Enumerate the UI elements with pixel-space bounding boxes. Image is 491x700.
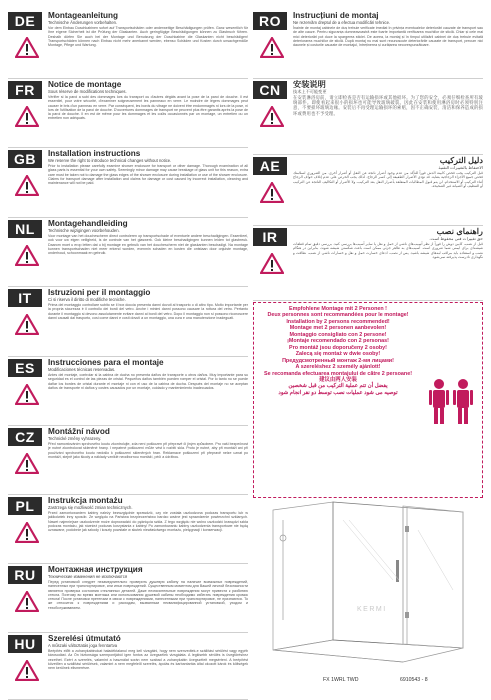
- recommendation-line: 建议由两人安装: [319, 376, 357, 383]
- recommendation-line: يفضل أن تتم عملية التركيب من قبل شخصين: [288, 383, 388, 390]
- section-title: Instrucciones para el montaje: [48, 358, 164, 367]
- section-es: [8, 357, 248, 426]
- warning-triangle-icon: [15, 314, 39, 335]
- language-code-badge: RU: [8, 566, 42, 584]
- language-code-badge: FR: [8, 81, 42, 99]
- section-ir: [253, 226, 483, 301]
- section-text: Beépítés előtt a zuhanykabinokat haladéktalanul meg kell vizsgálni, hogy nem szenvedtek-e szállítási sérülést vagy egyéb károsodást. Az Ön biztonsága szempontjából igen fontos az üvegszélek vizsgálata. A legkisebb sérülés is üvegtöréshez vezethet. Ezért a szerelés, valamint a használat során nem szabad a zuhanykabin üvegszéleit megsérteni. A beépítést követően a szállítási sérülések, valamint a nem megfelelő szerelés, ápolás és karbantartás által okozott károk és költségek nem kerülnek elismerésre.: [48, 649, 248, 670]
- section-subtitle: Sous réserve de modifications techniques.: [48, 89, 127, 94]
- section-title: Szerelési útmutató: [48, 634, 121, 643]
- section-gb: [8, 148, 248, 218]
- language-code-badge: IT: [8, 289, 42, 307]
- section-body: [48, 149, 248, 216]
- left-column: [8, 10, 248, 700]
- section-ro: [253, 10, 483, 79]
- section-subtitle: 技术上不可能变更: [293, 89, 327, 94]
- section-body: [48, 565, 248, 631]
- section-title: دليل التركيب: [439, 156, 483, 165]
- section-subtitle: Ci si riserva il diritto di modifiche tecniche.: [48, 297, 126, 302]
- language-code-badge: NL: [8, 220, 42, 238]
- section-body: [48, 496, 248, 562]
- warning-triangle-icon: [15, 245, 39, 266]
- section-ae: [253, 155, 483, 226]
- product-code: FX 1WRL TWD: [323, 677, 359, 683]
- recommendation-line: Zalecą się montaż w dwie osoby!: [295, 351, 381, 358]
- warning-triangle-icon: [260, 253, 284, 274]
- warning-triangle-icon: [15, 37, 39, 58]
- section-text: Перед установкой следует незамедлительно проверить душевую кабину на наличие возможных повреждений, нанесенных при транспортировке, или иных повреждений. Существенным моментом для Вашей личной безопасности является проверка состояния стеклянных деталей. Даже незначительные повреждения могут привести к разбитию стекла. Поэтому во время монтажа или использования душевой кабины необходимо избегать повреждения кромок стекла! После установки претензии в связи с повреждениями, нанесенными при транспортировке, не признаются. То же относится к повреждениям и расходам, вызванным неквалифицированной установкой, уходом и техобслуживанием.: [48, 580, 248, 610]
- warning-triangle-icon: [260, 106, 284, 127]
- section-title: Montagehandleiding: [48, 219, 128, 228]
- section-subtitle: Modificaciones técnicas reservadas.: [48, 367, 116, 372]
- section-text: Před namontováním sprchového koutu zkontrolujte, zda není poškozen při přepravě či jiným způsobem. Pro vaši bezpečnost je nutné zkontrolovat skleněné hrany. I nepatrné poškození může vést k rozbití skla. Proto je nutné, aby při montáži ani při používání sprchového koutu nedošlo k poškození skleněných hran. Reklamace poškození při přepravě nelze uznat po montáži, stejně jako škody a náklady vzniklé neodbornou montáží, péčí a údržbou.: [48, 442, 248, 459]
- recommendation-lines: [258, 306, 418, 396]
- section-subtitle: Technische wijzigingen voorbehouden.: [48, 228, 120, 233]
- section-subtitle: Технические изменения не исключаются: [48, 574, 128, 579]
- section-body: [48, 358, 248, 424]
- section-title: 安装说明: [293, 80, 326, 89]
- recommendation-line: ¡Montaje recomendado con 2 personas!: [287, 338, 389, 345]
- section-body: [293, 156, 483, 224]
- language-code-badge: PL: [8, 497, 42, 515]
- section-text: 在安装淋浴房前，请立即检查是否有运输损坏或其他损坏。为了您的安全，必须仔细检查所有玻璃部件。即使看起来很小的损坏也可能导致玻璃破裂。因此在安装和使用淋浴房时必须特别注意，不要损坏玻璃边缘。安装后不再受理运输损坏的索赔，因不正确安装、清洁和保养造成的损坏或费用也不予受理。: [293, 95, 483, 116]
- section-body: [293, 80, 483, 153]
- warning-triangle-icon: [260, 37, 284, 58]
- section-subtitle: Zastrzega się możliwość zmian technicznych.: [48, 505, 133, 510]
- section-pl: [8, 495, 248, 564]
- recommendation-line: Pro montáž jsou doporučeny 2 osoby!: [289, 344, 387, 351]
- warning-triangle-icon: [260, 182, 284, 203]
- section-text: Înainte de montaj cabinele de duș trebuie verificate imediat în privința eventualelor deteriorări cauzate de transport sau de alte cauze. Pentru siguranța dumneavoastră este foarte importantă verificarea muchiilor de sticlă. Chiar și cele mai mici deteriorări pot duce la spargerea sticlei. De aceea, la montaj și în timpul utilizării cabinei de duș trebuie evitată deteriorarea muchiilor de sticlă. După montaj nu mai sunt recunoscute deteriorările cauzate de transport, precum nici daunele și costurile cauzate de montajul, întreținerea și curățarea necorespunzătoare.: [293, 26, 483, 47]
- warning-triangle-icon: [15, 591, 39, 612]
- section-body: [48, 219, 248, 285]
- section-title: راهنمای نصب: [436, 227, 483, 236]
- language-code-badge: CZ: [8, 428, 42, 446]
- section-fr: [8, 79, 248, 148]
- section-text: قبل از نصب، کابین دوش را فوراً از نظر آسیب‌های ناشی از حمل و نقل یا سایر آسیب‌ها بررسی کنید. بررسی دقیق تمام قطعات شیشه‌ای برای ایمنی شما ضروری است. آسیب‌های به ظاهر جزئی ممکن است باعث شکستن شیشه شوند، بنابراین در هنگام نصب و استفاده باید مراقب لبه‌های شیشه باشید. پس از نصب، ادعای خسارت حمل و نقل و خسارات ناشی از نصب، نظافت و نگهداری نادرست پذیرفته نمی‌شود.: [293, 242, 483, 259]
- recommendation-line: Empfohlene Montage mit 2 Personen !: [289, 306, 387, 312]
- section-text: Prior to installation please carefully examine shower enclosure for transport or other damage. Thorough examination of all glass parts is essential for your own safety. Seemingly minor damage may cause breakage of glass unit for this reason, extra care must be taken not to damage the glass edges of the shower enclosure during installation or use of the shower enclosure. Claims for transport damage after installation and claims for damage or cost caused by incorrect installation, cleaning and maintenance will not be paid.: [48, 164, 248, 185]
- recommendation-line: Montaggio consigliato con 2 persone!: [289, 331, 387, 338]
- language-code-badge: HU: [8, 635, 42, 653]
- language-code-badge: AE: [253, 157, 287, 175]
- document-number: 6910543 - 8: [400, 677, 428, 683]
- right-column: [253, 10, 483, 301]
- section-hu: [8, 633, 248, 700]
- section-text: Antes del montaje, controlar si la cabina de ducha no presenta daños de transporte u otros daños. Muy importante para su seguridad es el control de las piezas de cristal. Pequeños daños también pueden romper el cristal. Por lo tanto no se puede dañar los bordes de cristal durante el montaje ni con el uso de la cabina de ducha. Después del montaje no se aceptan daños de transporte ni daños y costes causados por un montaje, cuidado y mantenimiento inadecuados.: [48, 373, 248, 390]
- section-body: [293, 11, 483, 77]
- language-code-badge: ES: [8, 359, 42, 377]
- recommendation-line: Предудсмотренный монтаж 2-мя лицами!: [282, 357, 394, 364]
- section-ru: [8, 564, 248, 633]
- section-body: [48, 80, 248, 146]
- section-text: Prima del montaggio controllare subito se il box doccia presenta danni dovuti al trasporto o di altro tipo. Molto importante per la propria sicurezza è il controllo dei bordi del vetro. Anche i minimi danni possono causare la rottura del vetro. Pertanto durante il montaggio si devono assolutamente evitare danni ai bordi del vetro. Dopo il montaggio non si possono riconoscere danni causati dal trasporto, cosi come danni e costi dovuti a un montaggio, una cura e una manutenzione inadeguati.: [48, 303, 248, 320]
- language-code-badge: GB: [8, 150, 42, 168]
- section-title: Istruzioni per il montaggio: [48, 288, 151, 297]
- warning-triangle-icon: [15, 106, 39, 127]
- section-nl: [8, 218, 248, 287]
- section-text: قبل التركيب يجب فحص كابينة الدش فوراً للتأكد من عدم وجود أضرار ناتجة عن النقل أو أضرار أخرى. من الضروري لسلامتك فحص جميع الأجزاء الزجاجية بعناية. قد تؤدي الأضرار الطفيفة إلى كسر الزجاج، لذلك يجب الحرص على عدم إتلاف حواف الزجاج أثناء التركيب أو الاستخدام. لن يتم قبول المطالبات المتعلقة بأضرار النقل بعد التركيب، ولا الأضرار أو التكاليف الناتجة عن التركيب أو التنظيف أو الصيانة غير الصحيحة.: [293, 171, 483, 188]
- section-title: Notice de montage: [48, 80, 122, 89]
- section-title: Installation instructions: [48, 149, 141, 158]
- section-subtitle: We reserve the right to introduce technical changes without notice.: [48, 158, 172, 163]
- section-text: Przed zamontowaniem kabiny należy bezwzględnie sprawdzić, czy nie została uszkodzona podczas transportu lub w jakikolwiek inny sposób. Ze względu na Państwa bezpieczeństwo bardzo ważne jest sprawdzenie powierzchni szklanych. Nawet najmniejsze uszkodzenie może doprowadzić do pęknięcia szkła. Z tego względu nie wolno uszkodzić krawędzi szkła podczas montażu, jak również podczas korzystania z kabiny! Po zamontowaniu kabiny uszkodzenia transportowe nie będą uznawane, podobnie jak szkody i koszty powstałe w skutek niewłaściwego montażu, pielęgnacji i konserwacji.: [48, 511, 248, 532]
- section-subtitle: Technické změny vyhrazeny.: [48, 436, 102, 441]
- section-title: Montageanleitung: [48, 11, 119, 20]
- section-body: [48, 288, 248, 355]
- section-text: Vérifier si la paroi a subi des dommages lors du transport ou d'autres dégâts avant la pose de la paroi de douche. Il est essentiel, pour votre sécurité, d'examiner soigneusement les panneaux en verre. Le moindre de légers dommages peut causer le bris d'un panneau en verre. Par conséquent, les bords du vitrage ne doivent être endommagés ni lors de la pose, ni lors de l'utilisation de la paroi de douche. D'ouvertures dommages de transport ne peuvent plus être garantis après la pose de la paroi de douche. Il en est de même pour les dommages et les coûts occasionnés par un montage, un entretien ou un entretien non adéquats.: [48, 95, 248, 121]
- section-de: [8, 10, 248, 79]
- section-subtitle: Ne rezervăm dreptul de a efectua modificări tehnice.: [293, 20, 391, 25]
- section-text: Voor montage van het douchescherm direct controleren op transportschade of eventuele andere beschadigingen. Essentieel, ook voor uw eigen veiligheid, is de controle van het glaswerk. Ook kleine beschadigingen kunnen leiden tot glasbreuk. Daarom moet u erop letten dat u bij montage en gebruik van het douchescherm niet de glaskanten beschadigt. Na montage kunnen transportschaden niet meer erkend worden, evenmin schaden en kosten die ontstaan door onjuiste montage, onderhoud, schoonmaak en gebruik.: [48, 234, 248, 255]
- section-title: Montážní návod: [48, 427, 110, 436]
- section-body: [48, 427, 248, 493]
- language-code-badge: CN: [253, 81, 287, 99]
- section-subtitle: حق تغییرات فنی محفوظ است.: [429, 236, 483, 241]
- section-body: [293, 227, 483, 299]
- recommendation-line: Deux personnes sont recommandées pour le montage!: [267, 312, 409, 319]
- section-subtitle: A műszaki változtatás joga fenntartva: [48, 643, 118, 648]
- two-person-recommendation-box: [253, 302, 483, 498]
- warning-triangle-icon: [15, 453, 39, 474]
- recommendation-line: Se recomanda efectuarea montajului de către 2 persoane!: [264, 370, 412, 377]
- section-title: Instrucțiuni de montaj: [293, 11, 379, 20]
- section-body: [48, 634, 248, 698]
- recommendation-line: A szereléshez 2 személy ajánlott!: [295, 364, 381, 371]
- language-code-badge: IR: [253, 228, 287, 246]
- shower-enclosure-drawing: [253, 500, 483, 670]
- section-cn: [253, 79, 483, 155]
- language-code-badge: DE: [8, 12, 42, 30]
- footer: [253, 676, 483, 686]
- recommendation-line: توصیه می شود عملیات نصب توسط دو نفر انجام شود: [278, 389, 398, 396]
- warning-triangle-icon: [15, 175, 39, 196]
- section-title: Instrukcja montażu: [48, 496, 123, 505]
- warning-triangle-icon: [15, 660, 39, 681]
- two-persons-icon: [426, 377, 476, 427]
- section-subtitle: Technische Änderungen vorbehalten.: [48, 20, 118, 25]
- section-subtitle: الاحتفاظ بالتغييرات التقنية: [438, 165, 483, 170]
- section-cz: [8, 426, 248, 495]
- section-title: Монтажная инструкция: [48, 565, 143, 574]
- section-it: [8, 287, 248, 357]
- language-code-badge: RO: [253, 12, 287, 30]
- section-text: Vor dem Einbau Duschkabinen sofort auf Transportschäden oder anderweitige Beschädigungen prüfen. Ganz wesentlich für Ihre eigene Sicherheit ist die Prüfung der Glaskanten. Auch geringfügige Beschädigungen können zu Glasbruch führen. Deshalb dürfen Sie auch bei der Montage und Benutzung der Duschkabine die Glaskanten nicht beschädigen! Transportschäden können nach Einbau nicht mehr anerkannt werden, ebenso Schäden und Kosten durch unsachgemäße Montage, Pflege und Wartung.: [48, 26, 248, 47]
- section-body: [48, 11, 248, 77]
- recommendation-line: Montage met 2 personen aanbevolen!: [289, 325, 387, 332]
- brand-watermark: KERMI: [357, 606, 387, 613]
- warning-triangle-icon: [15, 522, 39, 543]
- recommendation-line: Installation by 2 persons recommended!: [286, 318, 390, 325]
- warning-triangle-icon: [15, 384, 39, 405]
